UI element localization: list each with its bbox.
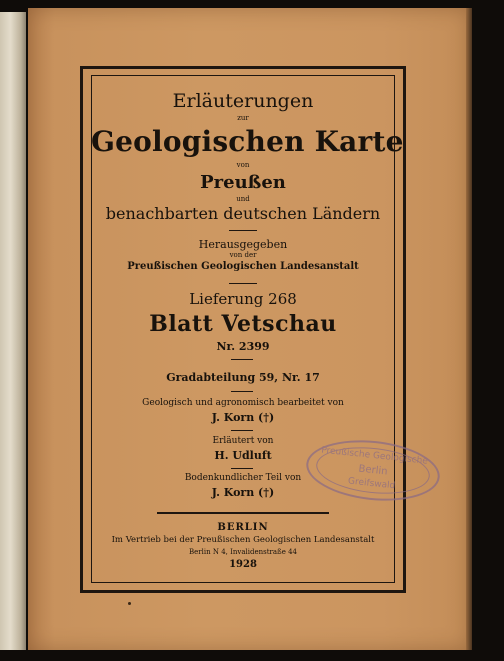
region-title: Preußen [200, 172, 286, 193]
worked-by-label: Geologisch und agronomisch bearbeitet von [142, 398, 344, 408]
city: BERLIN [217, 522, 269, 533]
sheet-number: Nr. 2399 [216, 340, 270, 353]
author-korn: J. Korn (†) [211, 411, 275, 424]
page-edge-shadow [466, 8, 472, 650]
divider-rule [231, 468, 253, 469]
delivery-number: Lieferung 268 [189, 290, 297, 308]
sheet-title: Blatt Vetschau [149, 311, 337, 337]
grade-division: Gradabteilung 59, Nr. 17 [166, 371, 320, 384]
region-subtitle: benachbarten deutschen Ländern [105, 204, 381, 223]
explained-by-label: Erläutert von [212, 436, 274, 446]
stamp-text-middle: Berlin [357, 463, 389, 478]
address: Berlin N 4, Invalidenstraße 44 [189, 548, 297, 556]
divider-rule [229, 283, 257, 284]
divider-rule [231, 430, 253, 431]
paper-speck [128, 602, 131, 605]
distribution-note: Im Vertrieb bei der Preußischen Geologischen Landesanstalt [111, 535, 375, 545]
year: 1928 [229, 559, 257, 570]
divider-rule [231, 391, 253, 392]
title-content [91, 75, 404, 583]
stamp-text-top: Preußische Geologische [320, 445, 429, 467]
stamp-text-bottom: Greifswald [347, 476, 396, 492]
author-udluft: H. Udluft [214, 449, 272, 462]
connector-zur: zur [237, 114, 249, 122]
connector-und: und [236, 195, 250, 203]
publisher-label: Herausgegeben [198, 238, 288, 251]
connector-von: von [236, 161, 250, 169]
divider-rule [229, 230, 257, 231]
main-title: Geologischen Karte [91, 125, 404, 158]
divider-rule [231, 359, 253, 360]
publisher-connector: von der [229, 251, 257, 259]
publisher-name: Preußischen Geologischen Landesanstalt [127, 261, 359, 272]
long-divider-rule [157, 512, 329, 514]
heading-erlaeuterungen: Erläuterungen [172, 90, 314, 112]
soil-section-label: Bodenkundlicher Teil von [184, 473, 302, 483]
book-spine [0, 12, 26, 650]
author-korn-soil: J. Korn (†) [211, 486, 275, 499]
